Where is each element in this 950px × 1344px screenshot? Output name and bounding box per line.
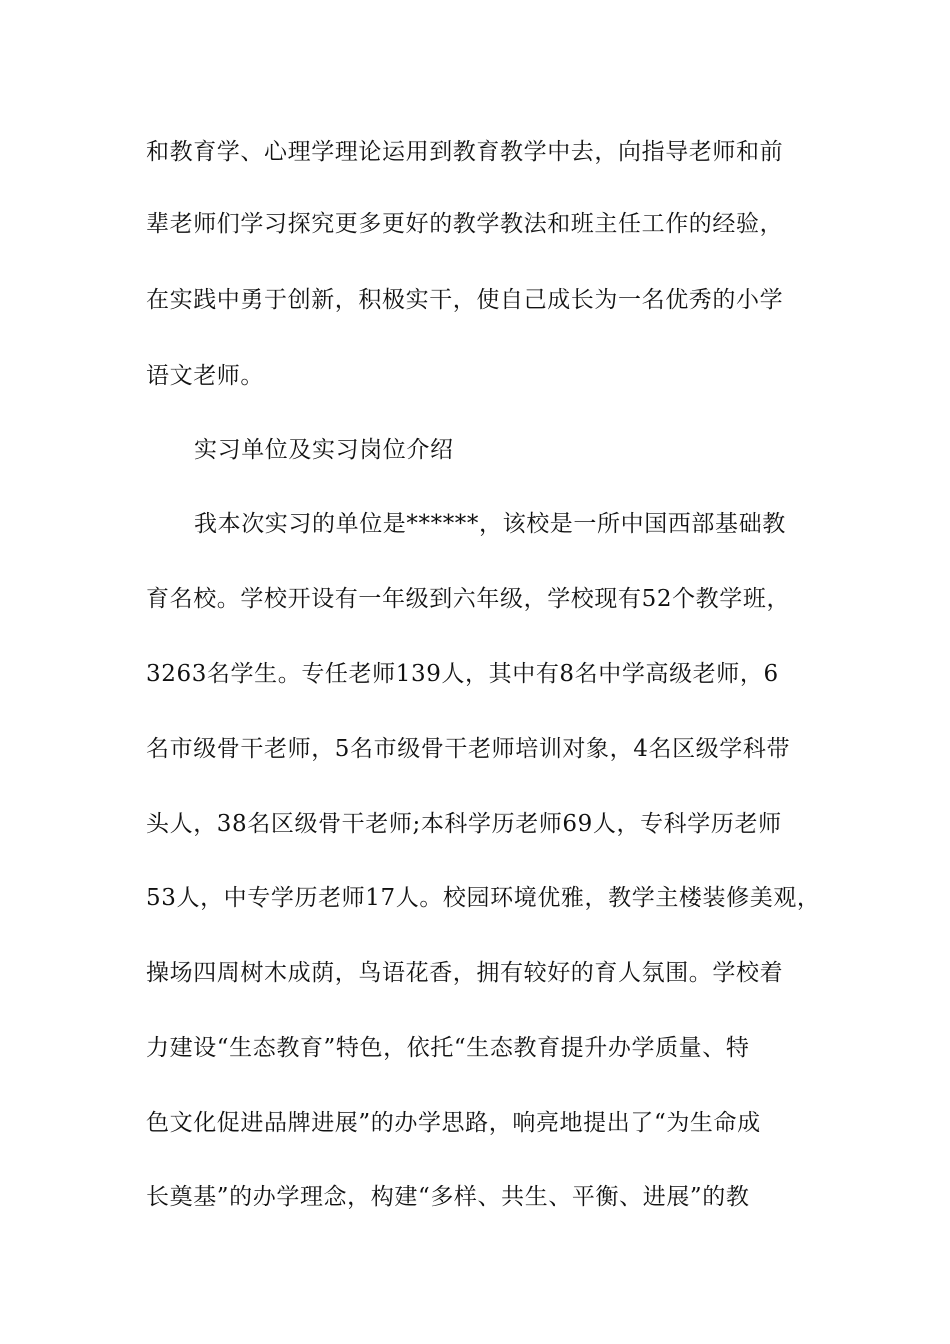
paragraph-line: 育名校。学校开设有一年级到六年级，学校现有52个教学班， [146, 586, 791, 612]
paragraph-line: 长奠基”的办学理念，构建“多样、共生、平衡、进展”的教 [146, 1184, 750, 1210]
paragraph-line: 操场四周树木成荫，鸟语花香，拥有较好的育人氛围。学校着 [146, 960, 784, 986]
paragraph-line: 我本次实习的单位是******，该校是一所中国西部基础教 [194, 511, 786, 537]
section-heading: 实习单位及实习岗位介绍 [194, 437, 454, 463]
paragraph-line: 力建设“生态教育”特色，依托“生态教育提升办学质量、特 [146, 1035, 750, 1061]
paragraph-line: 3263名学生。专任老师139人，其中有8名中学高级老师，6 [146, 661, 779, 687]
paragraph-line: 语文老师。 [146, 363, 264, 389]
paragraph-line: 53人，中专学历老师17人。校园环境优雅，教学主楼装修美观， [146, 885, 821, 911]
paragraph-line: 在实践中勇于创新，积极实干，使自己成长为一名优秀的小学 [146, 287, 784, 313]
paragraph-line: 名市级骨干老师，5名市级骨干老师培训对象，4名区级学科带 [146, 736, 791, 762]
paragraph-line: 和教育学、心理学理论运用到教育教学中去，向指导老师和前 [146, 139, 784, 165]
paragraph-line: 头人，38名区级骨干老师;本科学历老师69人，专科学历老师 [146, 811, 782, 837]
paragraph-line: 色文化促进品牌进展”的办学思路，响亮地提出了“为生命成 [146, 1110, 761, 1136]
paragraph-line: 辈老师们学习探究更多更好的教学教法和班主任工作的经验， [146, 211, 784, 237]
